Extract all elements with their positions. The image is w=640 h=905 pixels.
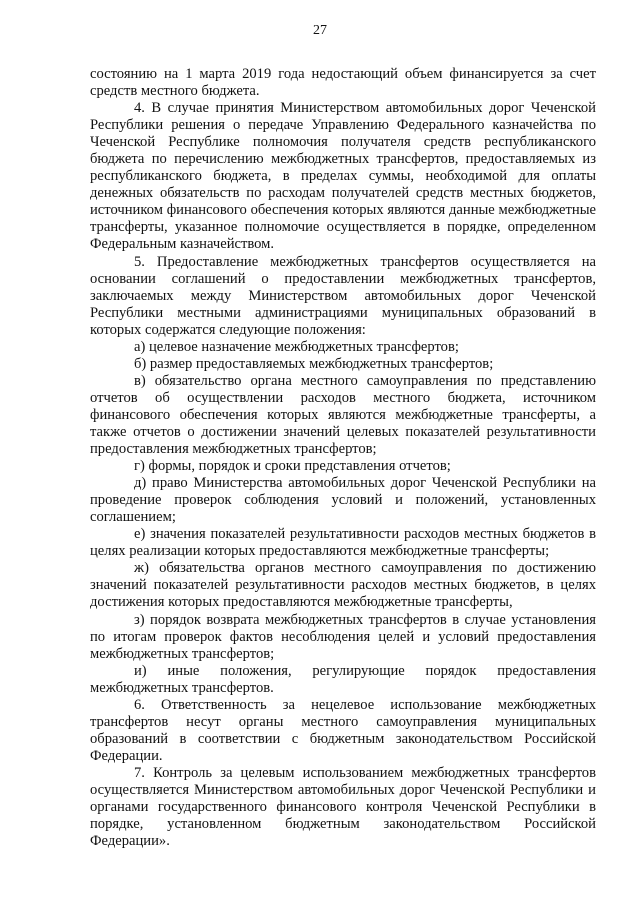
list-item-e: е) значения показателей результативности расходов местных бюджетов в целях реализации которых предоставляются межбюджетные трансферты; [90, 526, 596, 560]
list-item-b: б) размер предоставляемых межбюджетных трансфертов; [134, 355, 494, 372]
document-body [90, 66, 596, 850]
paragraph-6: 6. Ответственность за нецелевое использование межбюджетных трансфертов несут органы местного самоуправления муниципальных образований в соответствии с бюджетным законодательством Российской Федерации. [90, 696, 596, 764]
paragraph-4: 4. В случае принятия Министерством автомобильных дорог Чеченской Республики решения о передаче Управлению Федерального казначейства по Чеченской Республике полномочия получателя средств республиканского бюджета по перечислению межбюджетных трансфертов, предоставляемых из республиканского бюджета, в пределах суммы, необходимой для оплаты денежных обязательств по расходам получателей средств местных бюджетов, источником финансового обеспечения которых являются данные межбюджетные трансферты, указанное полномочие осуществляется в порядке, определенном Федеральным казначейством. [90, 100, 596, 253]
list-item-v: в) обязательство органа местного самоуправления по представлению отчетов об осуществлении расходов местного бюджета, источником финансового обеспечения которых являются межбюджетные трансферты, а также отчетов о достижении значений целевых показателей результативности предоставления межбюджетных трансфертов; [90, 372, 596, 458]
paragraph-7: 7. Контроль за целевым использованием межбюджетных трансфертов осуществляется Министерством автомобильных дорог Чеченской Республики и органами государственного финансового контроля Чеченской Республики в порядке, установленном бюджетным законодательством Российской Федерации». [90, 764, 596, 850]
list-item-z: з) порядок возврата межбюджетных трансфертов в случае установления по итогам проверок фактов несоблюдения целей и условий предоставления межбюджетных трансфертов; [90, 611, 596, 662]
list-item-zh: ж) обязательства органов местного самоуправления по достижению значений показателей результативности расходов местных бюджетов, в целях достижения которых предоставляются межбюджетные трансферты, [90, 560, 596, 611]
list-item-d: д) право Министерства автомобильных дорог Чеченской Республики на проведение проверок соблюдения условий и положений, установленных соглашением; [90, 475, 596, 526]
paragraph-5: 5. Предоставление межбюджетных трансфертов осуществляется на основании соглашений о предоставлении межбюджетных трансфертов, заключаемых между Министерством автомобильных дорог Чеченской Республики местными администрациями муниципальных образований в которых содержатся следующие положения: [90, 253, 596, 338]
list-item-a: а) целевое назначение межбюджетных трансфертов; [134, 338, 459, 355]
list-item-i: и) иные положения, регулирующие порядок предоставления межбюджетных трансфертов. [90, 662, 596, 696]
page-number: 27 [313, 23, 327, 38]
list-item-g: г) формы, порядок и сроки представления отчетов; [134, 458, 451, 475]
paragraph-continuation: состоянию на 1 марта 2019 года недостающий объем финансируется за счет средств местного бюджета. [90, 66, 596, 100]
